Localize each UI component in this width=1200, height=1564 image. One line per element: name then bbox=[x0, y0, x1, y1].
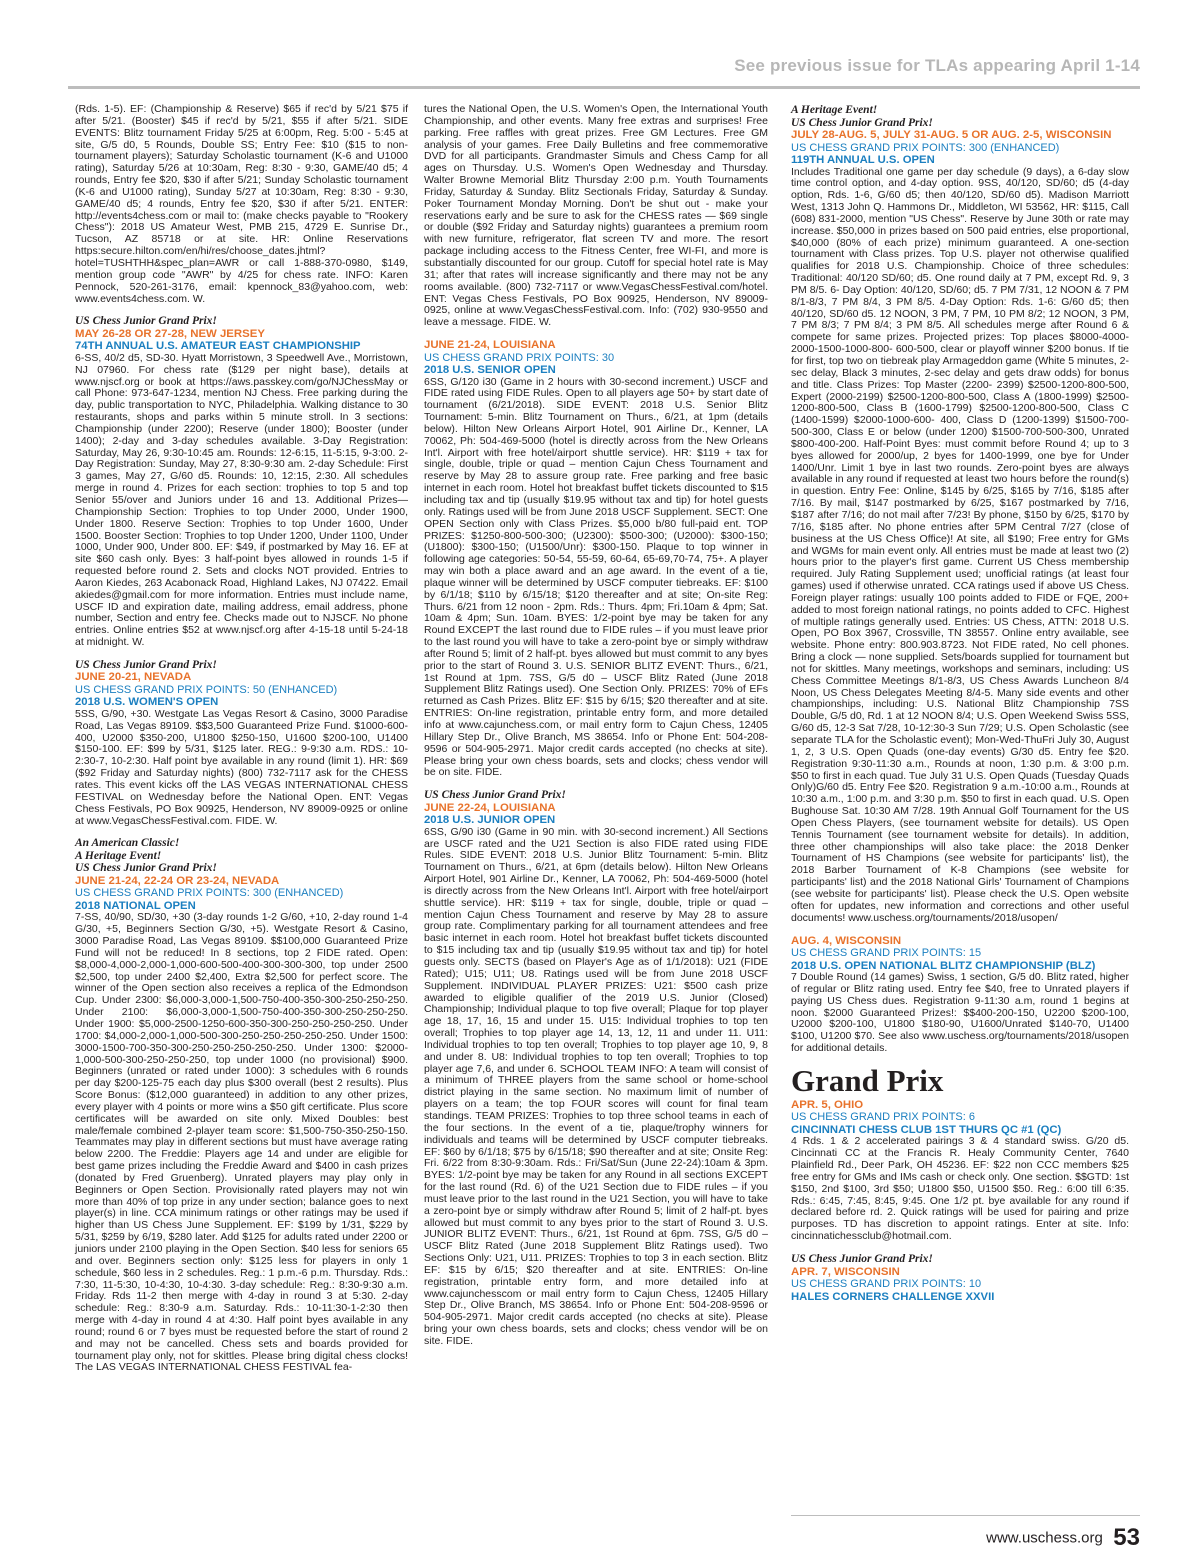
tournament-listing bbox=[424, 339, 768, 779]
grand-prix-points: US CHESS GRAND PRIX POINTS: 10 bbox=[791, 1278, 982, 1290]
event-name: 2018 NATIONAL OPEN bbox=[75, 899, 196, 912]
event-name: 2018 U.S. JUNIOR OPEN bbox=[424, 814, 556, 827]
event-tag: An American Classic! bbox=[75, 837, 180, 850]
event-date: AUG. 4, WISCONSIN bbox=[791, 934, 902, 947]
event-name: HALES CORNERS CHALLENGE XXVII bbox=[791, 1290, 995, 1303]
footer-url: www.uschess.org bbox=[986, 1529, 1103, 1547]
tournament-listing bbox=[75, 315, 408, 649]
event-date: JUNE 20-21, NEVADA bbox=[75, 671, 192, 684]
event-body: Includes Traditional one game per day schedule (9 days), a 6-day slow time control option, and 4-day option. 9SS, 40/120, SD/60; d5 (4-day option, Rds. 1-6, G/60 d5; then 40/120, SD/60 d5). Madison Marriott West, 1313 John Q. Hammons Dr., Middleton, WI 53562, HR: $115, Call (608) 831-2000, mention "US Chess". Reserve by June 30th or rate may increase. $50,000 in prizes based on 500 paid entries, else proportional, $40,000 (80% of each prize) minimum guaranteed. A one-section tournament with Class prizes. Top U.S. player not otherwise qualified qualifies for 2018 U.S. Championship. Choice of three schedules: Traditional: 40/120 SD/60; d5. One round daily at 7 PM, except Rd. 9, 3 PM 8/5. 6- Day Option: 40/120, SD/60; d5. 7 PM 7/31, 12 NOON & 7 PM 8/1-8/3, 7 PM 8/4, 3 PM 8/5. 4-Day Option: Rds. 1-6: G/60 d5; then 40/120, SD/60 d5. 12 NOON, 3 PM, 7 PM, 10 PM 8/2; 12 NOON, 3 PM, 7 PM 8/3; 7 PM 8/4; 3 PM 8/5. All schedules merge after Round 6 & compete for same prizes. Projected prizes: Top places $8000-4000-2000-1500-1000-800- 600-500, clear or playoff winner $200 bonus. If tie for first, top two on tiebreak play Armageddon game (White 5 minutes, 2-sec delay, Black 3 minutes, 2-sec delay and gets draw odds) for bonus and title. Class Prizes: Top Master (2200- 2399) $2500-1200-800-500, Expert (2000-2199) $2500-1200-800-500, Class A (1800-1999) $2500-1200-800-500, Class B (1600-1799) $2500-1200-800-500, Class C (1400-1599) $2000-1000-600- 400, Class D (1200-1399) $1500-700-500-300, Class E or below (under 1200) $1500-700-500-300, Unrated $800-400-200. Half-Point Byes: must commit before Round 4; up to 3 byes allowed for 2000/up, 2 byes for 1400-1999, one bye for Under 1400/Unr. Limit 1 bye in last two rounds. Zero-point byes are always available in any round if requested at least two hours before the round(s) in question. Entry Fee: Online, $145 by 6/25, $165 by 7/16, $185 after 7/16. By mail, $147 postmarked by 6/25, $167 postmarked by 7/16, $187 after 7/16; do not mail after 7/23! By phone, $150 by 6/25, $170 by 7/16, $185 after. No phone entries after 5PM Central 7/27 (close of business at the US Chess Office)! At site, all $190; Free entry for GMs and WGMs for main event only. All entries must be made at least two (2) hours prior to the player's first game. Current US Chess membership required. July Rating Supplement used; unofficial ratings (at least four games) used if otherwise unrated. CCA ratings used if above US Chess. Foreign player ratings: usually 100 points added to FIDE or FQE, 200+ added to most foreign national ratings, no points added to CFC. Highest of multiple ratings generally used. Entries: US Chess, ATTN: 2018 U.S. Open, PO Box 3967, Crossville, TN 38557. Online entry available, see website. Phone entry: 800.903.8723. Not FIDE rated, No cell phones. Bring a clock — none supplied. Sets/boards supplied for tournament but not for skittles. Many meetings, workshops and seminars, including: US Chess Committee Meetings 8/1-8/3, US Chess Awards Luncheon 8/4 Noon, US Chess Delegates Meeting 8/4-5. Many side events and other championships, including: U.S. National Blitz Championship 7SS Double, G/5 d0, Rd. 1 at 12 NOON 8/4; U.S. Open Weekend Swiss 5SS, G/60 d5, 12-3 Sat 7/28, 10-12:30-3 Sun 7/29; U.S. Open Scholastic (see separate TLA for the Scholastic event); Mon-Wed-ThuFri July 30, August 1, 2, 3 U.S. Open Quads (one-day events) G/30 d5. Entry fee $20. Registration 9:30-11:30 a.m., Rounds at noon, 1:30 p.m. & 3:00 p.m. $50 to first in each quad. Tue July 31 U.S. Open Quads (Tuesday Quads Only)G/60 d5. Entry Fee $20. Registration 9 a.m.-10:00 a.m., Rounds at 10:30 a.m., 1:00 p.m. and 3:30 p.m. $50 to first in each quad. U.S. Open Bughouse Sat. 10:30 AM 7/28. 19th Annual Golf Tournament for the US Open Chess Players, (see tournament website for details). US Open Tennis Tournament (see tournament website for details). In addition, three other championships will also take place: the 2018 Denker Tournament of HS Champions (see website for participants' list), the 2018 Barber Tournament of K-8 Champions (see website for participants' list) and the 2018 National Girls' Tournament of Champions (see website for participants' list). Please check the U.S. Open website often for updates, new information and corrections and other useful documents! www.uschess.org/tournaments/2018/usopen/ bbox=[791, 165, 1129, 924]
event-date: JUNE 22-24, LOUISIANA bbox=[424, 801, 556, 814]
event-body: 5SS, G/90, +30. Westgate Las Vegas Resort & Casino, 3000 Paradise Road, Las Vegas 89109. $$3,500 Guaranteed Prize Fund. $1000-600-400, U2000 $350-200, U1800 $250-150, U1600 $200-100, U1400 $150-100. EF: $99 by 5/31, $125 later. REG.: 9-9:30 a.m. RDS.: 10-2:30-7, 10-2:30. Half point bye available in any round (limit 1). HR: $69 ($92 Friday and Saturday nights) (800) 732-7117 ask for the CHESS rates. This event kicks off the LAS VEGAS INTERNATIONAL CHESS FESTIVAL on Wednesday before the National Open. ENT: Vegas Chess Festivals, PO Box 90925, Henderson, NV 89009-0925 or online at www.VegasChessFestival.com. FIDE. W. bbox=[75, 707, 408, 827]
tournament-listing bbox=[791, 104, 1129, 925]
tournament-listing bbox=[75, 837, 408, 1374]
grand-prix-points: US CHESS GRAND PRIX POINTS: 300 (ENHANCED) bbox=[75, 887, 344, 900]
tournament-listing bbox=[791, 935, 1129, 1055]
event-date: APR. 5, OHIO bbox=[791, 1098, 864, 1111]
event-body: 6-SS, 40/2 d5, SD-30. Hyatt Morristown, 3 Speedwell Ave., Morristown, NJ 07960. For chess rate ($129 per night base), details at www.njscf.org or book at https://aws.passkey.com/go/NJChessMay or call Phone: 973-647-1234, mention NJ Chess. Free parking during the day, public transportation to NYC, Philadelphia. Walking distance to 30 restaurants, shops and parks within 5 minute stroll. In 3 sections: Championship (under 2200); Reserve (under 1800); Booster (under 1400); 2-day and 3-day schedules available. 3-Day Registration: Saturday, May 26, 9:30-10:45 am. Rounds: 12-6:15, 11-5:15, 9-3:00. 2-Day Registration: Sunday, May 27, 8:30-9:30 am. 2-day Schedule: First 3 games, May 27, G/60 d5. Rounds: 10, 12:15, 2:30. All schedules merge in round 4. Prizes for each section: trophies to top 5 and top Senior 55/over and Juniors under 16 and 13. Additional Prizes—Championship Section: Trophies to top Under 2000, Under 1900, Under 1800. Reserve Section: Trophies to top Under 1600, Under 1500. Booster Section: Trophies to top Under 1200, Under 1100, Under 1000, Under 900, Under 800. EF: $49, if postmarked by May 16. EF at site $60 cash only. Byes: 3 half-point byes allowed in rounds 1-5 if requested before round 2. Sets and clocks NOT provided. Entries to Aaron Kiedes, 263 Acabonack Road, Highland Lakes, NJ 07422. Email akiedes@gmail.com for more information. Entries must include name, USCF ID and expiration date, mailing address, email address, phone number, Section and entry fee. Checks made out to NJSCF. No phone entries. Online entries $52 at www.njscf.org after 4-15-18 until 5-24-18 at midnight. W. bbox=[75, 351, 408, 649]
event-tag: A Heritage Event! bbox=[75, 849, 162, 862]
event-name: 119TH ANNUAL U.S. OPEN bbox=[791, 154, 935, 166]
event-body: 7 Double Round (14 games) Swiss, 1 section, G/5 d0. Blitz rated, higher of regular or Blitz rating used. Entry fee $40, free to Unrated players if paying US Chess dues. Registration 9-11:30 a.m, round 1 begins at noon. $2000 Guaranteed Prizes!: $$400-200-150, U2200 $200-100, U2000 $200-100, U1800 $180-90, U1600/Unrated $140-70, U1400 $100, U1200 $70. See also www.uschess.org/tournaments/2018/usopen for additional details. bbox=[791, 971, 1129, 1055]
event-body: 6SS, G/120 i30 (Game in 2 hours with 30-second increment.) USCF and FIDE rated using FIDE Rules. Open to all players age 50+ by start date of tournament (6/21/2018). SIDE EVENT: 2018 U.S. Senior Blitz Tournament: 5-min. Blitz Tournament on Thurs., 6/21, at 1pm (details below). Hilton New Orleans Airport Hotel, 901 Airline Dr., Kenner, LA 70062, Ph: 504-469-5000 (hotel is directly across from the New Orleans Int'l. Airport with free hotel/airport shuttle service). HR: $119 + tax for single, double, triple or quad – mention Cajun Chess Tournament and reserve by May 28 to assure group rate. Free parking and free basic internet in each room. Hotel hot breakfast buffet tickets discounted to $15 including tax and tip (usually $19.95 without tax and tip) for hotel guests only. Ratings used will be from June 2018 USCF Supplement. SECT: One OPEN Section only with Class Prizes. $5,000 b/80 full-paid ent. TOP PRIZES: $1250-800-500-300; (U2300): $500-300; (U2000): $300-150; (U1800): $300-150; (U1500/Unr): $300-150. Plaque to top winner in following age categories: 50-54, 55-59, 60-64, 65-69,70-74, 75+. A player may win both a place award and an age award. In the event of a tie, plaque winner will be determined by USCF computer tiebreaks. EF: $100 by 6/1/18; $110 by 6/15/18; $120 thereafter and at site; On-site Reg: Thurs. 6/21 from 12 noon - 2pm. Rds.: Thurs. 4pm; Fri.10am & 4pm; Sat. 10am & 4pm; Sun. 10am. BYES: 1/2-point bye may be taken for any Round EXCEPT the last round due to FIDE rules – if you must leave prior to the last round you will have to take a zero-point bye or simply withdraw after Round 5; limit of 2 half-pt. byes allowed but must commit to any byes prior to the start of Round 3. U.S. SENIOR BLITZ EVENT: Thurs., 6/21, 1st Round at 1pm. 7SS, G/5 d0 – USCF Blitz Rated (June 2018 Supplement Blitz Ratings used). One Section Only. PRIZES: 70% of EFs returned as Cash Prizes. Blitz EF: $15 by 6/15; $20 thereafter and at site. ENTRIES: On-line registration, printable entry form, and more detailed info at www.cajunchess.com, or mail entry form to Cajun Chess, 12405 Hillary Step Dr., Olive Branch, MS 38654. Info or Phone Ent: 504-208-9596 or 504-905-2971. Major credit cards accepted (no checks at site). Please bring your own chess boards, sets and clocks; chess vendor will be on site. FIDE. bbox=[424, 375, 768, 779]
event-date: JUNE 21-24, LOUISIANA bbox=[424, 339, 556, 352]
event-name: 2018 U.S. OPEN NATIONAL BLITZ CHAMPIONSHIP (BLZ) bbox=[791, 959, 1096, 972]
event-name: CINCINNATI CHESS CLUB 1ST THURS QC #1 (QC) bbox=[791, 1123, 1062, 1136]
column-2 bbox=[424, 104, 768, 1348]
section-title: Grand Prix bbox=[791, 1062, 944, 1098]
event-tag: US Chess Junior Grand Prix! bbox=[791, 116, 933, 129]
event-date: JULY 28-AUG. 5, JULY 31-AUG. 5 OR AUG. 2-5, WISCONSIN bbox=[791, 129, 1112, 141]
tournament-listing bbox=[791, 1099, 1129, 1243]
grand-prix-points: US CHESS GRAND PRIX POINTS: 300 (ENHANCED) bbox=[791, 141, 1060, 154]
event-body: 6SS, G/90 i30 (Game in 90 min. with 30-second increment.) All Sections are USCF rated and the U21 Section is also FIDE rated using FIDE Rules. SIDE EVENT: 2018 U.S. Junior Blitz Tournament: 5-min. Blitz Tournament on Thurs., 6/21, at 6pm (details below). Hilton New Orleans Airport Hotel, 901 Airline Dr., Kenner, LA 70062, Ph: 504-469-5000 (hotel is directly across from the New Orleans Int'l. Airport with free hotel/airport shuttle service). HR: $119 + tax for single, double, triple or quad – mention Cajun Chess Tournament and reserve by May 28 to assure group rate. Complimentary parking for all tournament attendees and free basic internet in each room. Hotel hot breakfast buffet tickets discounted to $15 including tax and tip (usually $19.95 without tax and tip) for hotel guests only. SECTS (based on Player's Age as of 1/1/2018): U21 (FIDE Rated); U15; U11; U8. Ratings used will be from June 2018 USCF Supplement. INDIVIDUAL PLAYER PRIZES: U21: $500 cash prize awarded to eligible qualifier of the 2019 U.S. Junior (Closed) Championship; Individual plaque to top five overall; Plaque for top player age 18, 17, 16, 15 and under 15. U15: Individual trophies to top ten overall; Trophies to top player age 14, 13, 12, 11 and under 11. U11: Individual trophies to top ten overall; Trophies to top player age 10, 9, 8 and under 8. U8: Individual trophies to top ten overall; Trophies to top player age 7,6, and under 6. SCHOOL TEAM INFO: A team will consist of a minimum of THREE players from the same school or home-school district playing in the same section. No maximum limit of number of players on a team; the top FOUR scores will count for final team standings. TEAM PRIZES: Trophies to top three school teams in each of the four sections. In the event of a tie, plaque/trophy winners for individuals and teams will be determined by USCF computer tiebreaks. EF: $60 by 6/1/18; $75 by 6/15/18; $90 thereafter and at site; Onsite Reg: Fri. 6/22 from 8:30-9:30am. Rds.: Fri/Sat/Sun (June 22-24):10am & 3pm. BYES: 1/2-point bye may be taken for any Round in all sections EXCEPT for the last round (Rd. 6) of the U21 Section due to FIDE rules – if you must leave prior to the last round in the U21 Section, you will have to take a zero-point bye or simply withdraw after Round 5; limit of 2 half-pt. byes allowed but must commit to any byes prior to the start of Round 3. U.S. JUNIOR BLITZ EVENT: Thurs., 6/21, 1st Round at 6pm. 7SS, G/5 d0 – USCF Blitz Rated (June 2018 Supplement Blitz Ratings used). Two Sections Only: U21, U11. PRIZES: Trophies to top 3 in each section. Blitz EF: $15 by 6/15; $20 thereafter and at site. ENTRIES: On-line registration, printable entry form, and more detailed info at www.cajunchesscom or mail entry form to Cajun Chess, 12405 Hillary Step Dr., Olive Branch, MS 38654. Info or Phone Ent: 504-208-9596 or 504-905-2971. Major credit cards accepted (no checks at site). Please bring your own chess boards, sets and clocks; chess vendor will be on site. FIDE. bbox=[424, 825, 768, 1347]
event-name: 2018 U.S. WOMEN'S OPEN bbox=[75, 696, 219, 709]
page-number: 53 bbox=[1113, 1524, 1140, 1551]
tournament-listing bbox=[424, 789, 768, 1348]
event-tag: US Chess Junior Grand Prix! bbox=[75, 862, 217, 875]
continued-text: tures the National Open, the U.S. Women's Open, the International Youth Championship, and other events. Many free extras and surprises! Free parking. Free raffles with great prizes. Free GM Lectures. Free GM analysis of your games. Free Daily Bulletins and free commemorative DVD for all participants. Grandmaster Simuls and Chess Camp for all ages on Thursday. U.S. Women's Open Wednesday and Thursday. Walter Browne Memorial Blitz Thursday 2:00 p.m. Youth Tournaments Friday, Saturday & Sunday. Blitz Sectionals Friday, Saturday & Sunday. Poker Tournament Monday Morning. Don't be shut out - make your reservations early and be sure to ask for the CHESS rates — $69 single or double ($92 Friday and Saturday nights) guarantees a premium room with new furniture, refrigerator, flat screen TV and more. The resort package including access to the Fitness Center, free WI-FI, and more is substantially discounted for our group. Cutoff for special hotel rate is May 31; after that rates will increase significantly and there may not be any rooms available. (800) 732-7117 or www.VegasChessFestival.com/hotel. ENT: Vegas Chess Festivals, PO Box 90925, Henderson, NV 89009-0925, online at www.VegasChessFestival.com. Info: (702) 930-9550 and leave a message. FIDE. W. bbox=[424, 103, 768, 329]
page-footer bbox=[986, 1524, 1140, 1552]
event-body: 7-SS, 40/90, SD/30, +30 (3-day rounds 1-2 G/60, +10, 2-day round 1-4 G/30, +5, Beginners Section G/30, +5). Westgate Resort & Casino, 3000 Paradise Road, Las Vegas 89109. $$100,000 Guaranteed Prize Fund will not be reduced! In 8 sections, top 2 FIDE rated. Open: $8,000-4,000-2,000-1,000-600-500-400-300-300-300, top under 2500 $2,500, top under 2400 $2,400, Extra $2,500 for perfect score. The winner of the Open section also receives a replica of the Edmondson Cup. Under 2300: $6,000-3,000-1,500-750-400-350-300-250-250-250. Under 2100: $6,000-3,000-1,500-750-400-350-300-250-250-250. Under 1900: $5,000-2500-1250-600-350-300-250-250-250-250. Under 1700: $4,000-2,000-1,000-500-300-250-250-250-250-250. Under 1500: 3000-1500-700-350-300-250-250-250-250-250. Under 1300: $2000-1,000-500-300-250-250-250, top under 1000 (no provisional) $900. Beginners (unrated or rated under 1000): 3 schedules with 6 rounds per day $200-125-75 each day plus $300 overall (best 2 results). Plus Score Bonus: ($12,000 guaranteed) in addition to any other prizes, every player with 4 points or more wins a $50 gift certificate. Plus score certificates will be awarded on site only. Mixed Doubles: best male/female combined 2-player team score: $1,500-750-350-250-150. Teammates may play in different sections but must have average rating below 2200. The Freddie: Players age 14 and under are eligible for best game prizes including the Freddie Award and $400 in cash prizes (donated by Fred Gruenberg). Unrated players may play only in Beginners or Open Section. Provisionally rated players may not win more than 40% of top prize in any under section; balance goes to next player(s) in line. CCA minimum ratings or other ratings may be used if higher than US Chess June Supplement. EF: $199 by 1/31, $229 by 5/31, $259 by 6/19, $280 later. Add $125 for adults rated under 2200 or juniors under 2100 playing in the Open Section. $40 less for seniors 65 and over. Beginners section only: $125 less for players in only 1 schedule, $60 less in 2 schedules. Reg.: 1 p.m.-6 p.m. Thursday. Rds.: 7:30, 11-5:30, 10-4:30, 10-4:30. 3-day schedule: Reg.: 8:30-9:30 a.m. Friday. Rds 11-2 then merge with 4-day in round 3 at 5:30. 2-day schedule: Reg.: 8:30-9 a.m. Saturday. Rds.: 10-11:30-1-2:30 then merge with 4-day in round 4 at 4:30. Half point byes available in any round; round 6 or 7 byes must be requested before the start of round 2 and may not be cancelled. Chess sets and boards provided for tournament play only, not for skittles. Please bring digital chess clocks! The LAS VEGAS INTERNATIONAL CHESS FESTIVAL fea- bbox=[75, 911, 408, 1374]
grand-prix-points: US CHESS GRAND PRIX POINTS: 50 (ENHANCED) bbox=[75, 683, 338, 696]
grand-prix-points: US CHESS GRAND PRIX POINTS: 6 bbox=[791, 1111, 975, 1124]
grand-prix-points: US CHESS GRAND PRIX POINTS: 30 bbox=[424, 351, 615, 364]
event-body: 4 Rds. 1 & 2 accelerated pairings 3 & 4 standard swiss. G/20 d5. Cincinnati CC at the Francis R. Healy Community Center, 7640 Plainfield Rd., Deer Park, OH 45236. EF: $22 non CCC members $25 free entry for GMs and IMs cash or check only. One section. $$GTD: 1st $150, 2nd $100, 3rd $50; U1800 $50, U1500 $50. Reg.: 6:00 till 6:35. Rds.: 6:45, 7:45, 8:45, 9:45. One 1/2 pt. bye available for any round if declared before rd. 2. Quick ratings will be used for pairing and prize purposes. TD has discretion to appoint ratings. Enter at site. Info: cincinnatichessclub@hotmail.com. bbox=[791, 1135, 1129, 1243]
event-tag: US Chess Junior Grand Prix! bbox=[75, 315, 217, 328]
event-tag: A Heritage Event! bbox=[791, 104, 878, 116]
event-tag: US Chess Junior Grand Prix! bbox=[75, 658, 217, 671]
event-name: 74TH ANNUAL U.S. AMATEUR EAST CHAMPIONSHIP bbox=[75, 340, 361, 353]
event-tag: US Chess Junior Grand Prix! bbox=[791, 1253, 933, 1265]
tournament-listing bbox=[75, 659, 408, 827]
header-divider bbox=[68, 86, 1140, 89]
column-1 bbox=[75, 104, 408, 1374]
event-tag: US Chess Junior Grand Prix! bbox=[424, 789, 566, 802]
footer-divider bbox=[791, 1515, 1140, 1516]
page-header: See previous issue for TLAs appearing April 1-14 bbox=[734, 56, 1140, 75]
event-date: JUNE 21-24, 22-24 OR 23-24, NEVADA bbox=[75, 874, 280, 887]
grand-prix-points: US CHESS GRAND PRIX POINTS: 15 bbox=[791, 947, 982, 959]
tournament-listing bbox=[791, 1253, 1129, 1303]
event-date: MAY 26-28 OR 27-28, NEW JERSEY bbox=[75, 327, 265, 340]
event-name: 2018 U.S. SENIOR OPEN bbox=[424, 364, 556, 377]
column-3 bbox=[791, 104, 1129, 1303]
event-date: APR. 7, WISCONSIN bbox=[791, 1265, 900, 1278]
continued-text: (Rds. 1-5). EF: (Championship & Reserve) $65 if rec'd by 5/21 $75 if after 5/21. (Booster) $45 if rec'd by 5/21, $55 if after 5/21. SIDE EVENTS: Blitz tournament Friday 5/25 at 6:00pm, Reg. 5:00 - 5:45 at site, G/5 d0, 5 Rounds, Double SS; Entry Fee: $10 ($15 to non-tournament players); Saturday Scholastic tournament (K-6 and U1000 rating), Saturday 5/26 at 10:30am, Reg: 8:30 - 9:30, GAME/40 d5; 4 rounds, Entry fee $20, $30 if after 5/21; Sunday Scholastic tournament (K-6 and U1000 rating), Sunday 5/27 at 10:30am, Reg: 8:30 - 9:30, GAME/40 d5; 4 rounds, Entry fee $20, $30 if after 5/21. ENTER: http://events4chess.com or mail to: (make checks payable to "Rookery Chess"): 2018 US Amateur West, PMB 215, 4729 E. Sunrise Dr., Tucson, AZ 85718 or at site. HR: Online Reservations https:secure.hilton.com/en/hi/res/choose_dates.jhtml?hotel=TUSHTHH&spec_plan=AWR or call 1-888-370-0980, $149, mention group code "AWR" by 4/25 for chess rate. INFO: Karen Pennock, 520-261-3176, email: kpennock_83@yahoo.com, web: www.events4chess.com. W. bbox=[75, 103, 408, 305]
